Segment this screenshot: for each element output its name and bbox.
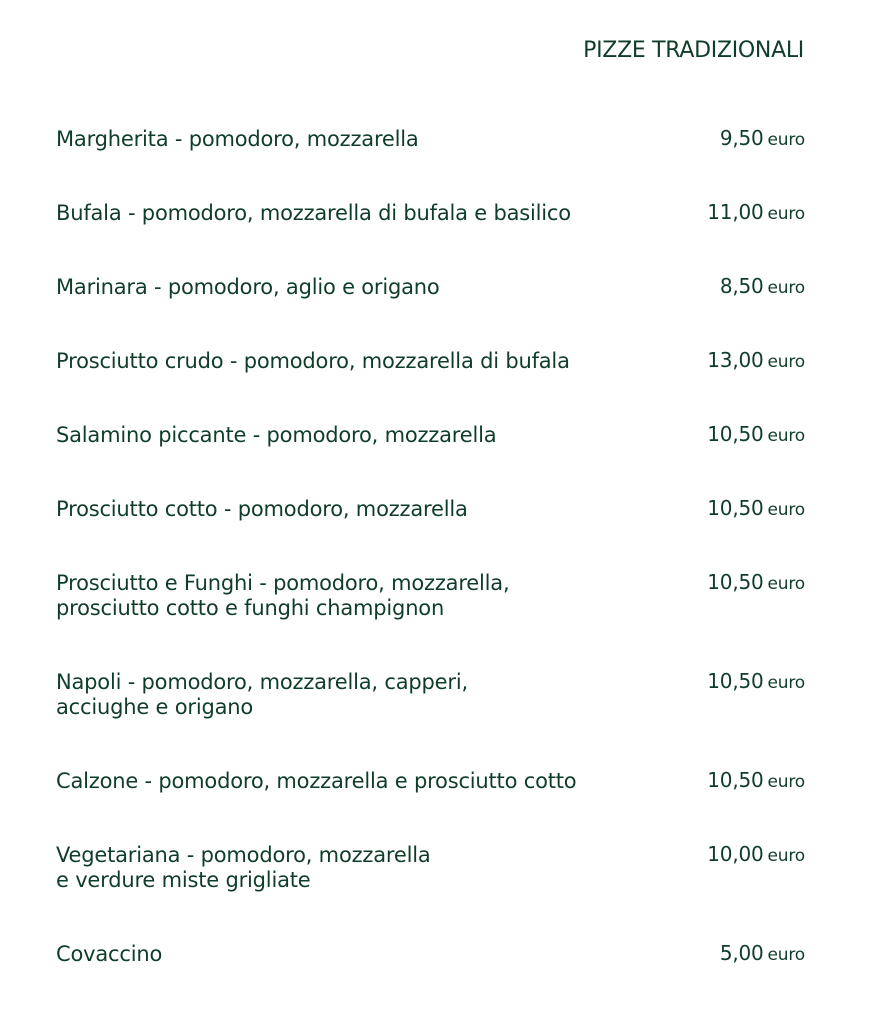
menu-item-price bbox=[707, 422, 805, 446]
menu-item-description bbox=[56, 127, 656, 152]
menu-item-price bbox=[707, 842, 805, 866]
price-value: 10,50 bbox=[707, 422, 764, 446]
price-unit: euro bbox=[767, 278, 805, 298]
menu-section-title: PIZZE TRADIZIONALI bbox=[583, 38, 804, 63]
price-value: 10,50 bbox=[707, 669, 764, 693]
price-unit: euro bbox=[767, 673, 805, 693]
menu-item-bufala bbox=[56, 201, 805, 261]
price-unit: euro bbox=[767, 204, 805, 224]
menu-item-description bbox=[56, 423, 656, 448]
menu-item-price bbox=[720, 274, 805, 298]
description-line: Prosciutto cotto - pomodoro, mozzarella bbox=[56, 497, 468, 521]
price-unit: euro bbox=[767, 574, 805, 594]
description-line: prosciutto cotto e funghi champignon bbox=[56, 596, 445, 620]
description-line: Salamino piccante - pomodoro, mozzarella bbox=[56, 423, 497, 447]
menu-item-price bbox=[707, 768, 805, 792]
price-value: 8,50 bbox=[719, 274, 764, 298]
menu-item-covaccino bbox=[56, 942, 805, 1002]
menu-item-margherita bbox=[56, 127, 805, 187]
price-value: 5,00 bbox=[719, 941, 764, 965]
description-line: Covaccino bbox=[56, 942, 163, 966]
price-unit: euro bbox=[767, 352, 805, 372]
menu-item-price bbox=[707, 669, 805, 693]
menu-item-prosciutto-e-funghi bbox=[56, 571, 805, 631]
menu-item-vegetariana bbox=[56, 843, 805, 903]
menu-item-price bbox=[707, 570, 805, 594]
menu-item-description bbox=[56, 275, 656, 300]
price-unit: euro bbox=[767, 130, 805, 150]
menu-item-description bbox=[56, 843, 656, 893]
menu-item-price bbox=[720, 126, 805, 150]
menu-item-salamino-piccante bbox=[56, 423, 805, 483]
description-line: Prosciutto e Funghi - pomodoro, mozzarella, bbox=[56, 571, 510, 595]
description-line: Marinara - pomodoro, aglio e origano bbox=[56, 275, 440, 299]
menu-item-marinara bbox=[56, 275, 805, 335]
menu-item-price bbox=[707, 348, 805, 372]
menu-item-description bbox=[56, 769, 656, 794]
menu-item-prosciutto-crudo bbox=[56, 349, 805, 409]
menu-item-prosciutto-cotto bbox=[56, 497, 805, 557]
price-unit: euro bbox=[767, 772, 805, 792]
price-value: 10,50 bbox=[707, 570, 764, 594]
menu-item-price bbox=[707, 200, 805, 224]
price-value: 11,00 bbox=[707, 200, 764, 224]
description-line: Calzone - pomodoro, mozzarella e prosciutto cotto bbox=[56, 769, 577, 793]
menu-item-price bbox=[720, 941, 805, 965]
menu-item-description bbox=[56, 571, 656, 621]
menu-item-description bbox=[56, 201, 656, 226]
menu-item-description bbox=[56, 497, 656, 522]
price-value: 10,50 bbox=[707, 496, 764, 520]
menu-item-napoli bbox=[56, 670, 805, 730]
menu-item-calzone bbox=[56, 769, 805, 829]
menu-item-description bbox=[56, 670, 656, 720]
price-value: 9,50 bbox=[719, 126, 764, 150]
price-unit: euro bbox=[767, 945, 805, 965]
description-line: Vegetariana - pomodoro, mozzarella bbox=[56, 843, 431, 867]
price-unit: euro bbox=[767, 846, 805, 866]
description-line: Prosciutto crudo - pomodoro, mozzarella di bufala bbox=[56, 349, 570, 373]
menu-item-description bbox=[56, 942, 656, 967]
price-unit: euro bbox=[767, 426, 805, 446]
description-line: Napoli - pomodoro, mozzarella, capperi, bbox=[56, 670, 468, 694]
price-value: 13,00 bbox=[707, 348, 764, 372]
price-value: 10,50 bbox=[707, 768, 764, 792]
description-line: Bufala - pomodoro, mozzarella di bufala e basilico bbox=[56, 201, 571, 225]
description-line: acciughe e origano bbox=[56, 695, 254, 719]
menu-item-description bbox=[56, 349, 656, 374]
price-unit: euro bbox=[767, 500, 805, 520]
description-line: Margherita - pomodoro, mozzarella bbox=[56, 127, 419, 151]
menu-item-price bbox=[707, 496, 805, 520]
price-value: 10,00 bbox=[707, 842, 764, 866]
description-line: e verdure miste grigliate bbox=[56, 868, 311, 892]
